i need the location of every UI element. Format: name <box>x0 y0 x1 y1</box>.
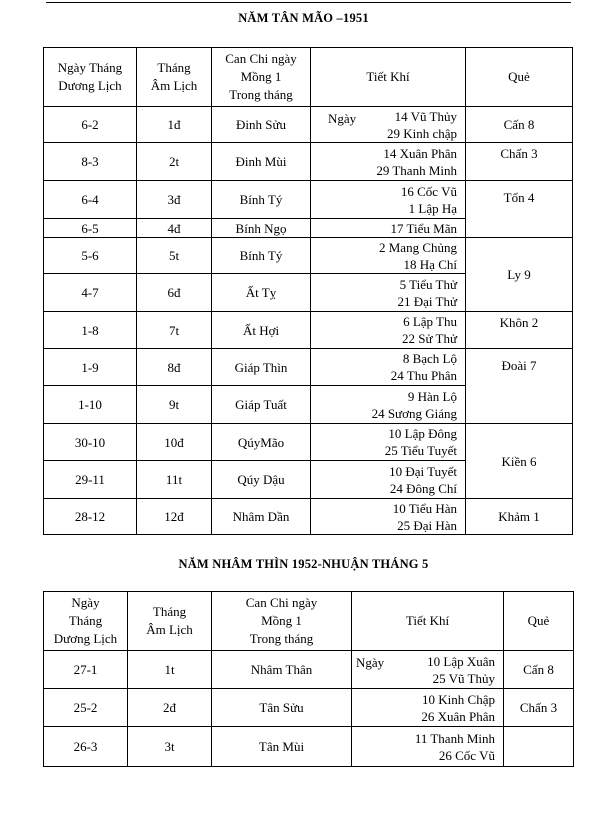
table1-header-row <box>44 48 573 107</box>
duong-lich-cell: 6-5 <box>44 219 137 238</box>
am-lich-cell: 9t <box>137 386 212 424</box>
header-duong-lich: Ngày Tháng Dương Lịch <box>44 592 128 651</box>
tiet-khi-cell: 6 Lập Thu 22 Sử Thử <box>311 312 466 349</box>
am-lich-cell: 6đ <box>137 274 212 312</box>
table-row <box>44 651 574 689</box>
duong-lich-cell: 25-2 <box>44 689 128 727</box>
tiet-khi-cell: 2 Mang Chủng 18 Hạ Chí <box>311 238 466 274</box>
am-lich-cell: 7t <box>137 312 212 349</box>
am-lich-cell: 10đ <box>137 424 212 461</box>
tiet-khi-cell: 16 Cốc Vũ 1 Lập Hạ <box>311 181 466 219</box>
ngay-label: Ngày <box>328 111 357 126</box>
table1 <box>43 47 573 535</box>
am-lich-cell: 5t <box>137 238 212 274</box>
table-row <box>44 689 574 727</box>
header-am-lich: Tháng Âm Lịch <box>128 592 212 651</box>
am-lich-cell: 8đ <box>137 349 212 386</box>
que-cell: Khôn 2 <box>466 312 573 349</box>
tiet-khi-cell: 17 Tiểu Mãn <box>311 219 466 238</box>
table-row <box>44 107 573 143</box>
can-chi-cell: Nhâm Dần <box>212 499 311 535</box>
can-chi-cell: Tân Mùi <box>212 727 352 767</box>
table-row <box>44 349 573 386</box>
can-chi-cell: QúyMão <box>212 424 311 461</box>
duong-lich-cell: 28-12 <box>44 499 137 535</box>
tiet-khi-cell: Ngày 10 Lập Xuân 25 Vũ Thủy <box>352 651 504 689</box>
can-chi-cell: Đinh Mùi <box>212 143 311 181</box>
am-lich-cell: 4đ <box>137 219 212 238</box>
am-lich-cell: 1t <box>128 651 212 689</box>
can-chi-cell: Tân Sửu <box>212 689 352 727</box>
can-chi-cell: Bính Tý <box>212 181 311 219</box>
tiet-khi-cell: 10 Tiểu Hàn 25 Đại Hàn <box>311 499 466 535</box>
header-am-lich: Tháng Âm Lịch <box>137 48 212 107</box>
tiet-khi-cell: 9 Hàn Lộ 24 Sương Giáng <box>311 386 466 424</box>
header-que: Quẻ <box>504 592 574 651</box>
table-row <box>44 238 573 274</box>
que-cell: Tốn 4 <box>466 181 573 238</box>
tiet-khi-cell: Ngày 14 Vũ Thủy 29 Kinh chập <box>311 107 466 143</box>
can-chi-cell: Giáp Tuất <box>212 386 311 424</box>
tiet-khi-cell: 5 Tiểu Thử 21 Đại Thử <box>311 274 466 312</box>
header-can-chi: Can Chi ngày Mồng 1 Trong tháng <box>212 48 311 107</box>
table-row <box>44 424 573 461</box>
header-que: Quẻ <box>466 48 573 107</box>
table2-header-row <box>44 592 574 651</box>
tiet-khi-cell: 10 Lập Đông 25 Tiểu Tuyết <box>311 424 466 461</box>
table-row <box>44 499 573 535</box>
header-tiet-khi: Tiết Khí <box>352 592 504 651</box>
duong-lich-cell: 1-10 <box>44 386 137 424</box>
que-cell: Khảm 1 <box>466 499 573 535</box>
duong-lich-cell: 8-3 <box>44 143 137 181</box>
table-row <box>44 181 573 219</box>
am-lich-cell: 3đ <box>137 181 212 219</box>
que-cell: Chấn 3 <box>504 689 574 727</box>
duong-lich-cell: 26-3 <box>44 727 128 767</box>
am-lich-cell: 12đ <box>137 499 212 535</box>
can-chi-cell: Bính Ngọ <box>212 219 311 238</box>
can-chi-cell: Ất Tỵ <box>212 274 311 312</box>
can-chi-cell: Đinh Sửu <box>212 107 311 143</box>
table-row <box>44 312 573 349</box>
header-duong-lich: Ngày Tháng Dương Lịch <box>44 48 137 107</box>
am-lich-cell: 11t <box>137 461 212 499</box>
duong-lich-cell: 4-7 <box>44 274 137 312</box>
duong-lich-cell: 6-4 <box>44 181 137 219</box>
duong-lich-cell: 27-1 <box>44 651 128 689</box>
top-rule <box>46 2 571 3</box>
am-lich-cell: 2đ <box>128 689 212 727</box>
tiet-khi-cell: 11 Thanh Minh 26 Cốc Vũ <box>352 727 504 767</box>
am-lich-cell: 3t <box>128 727 212 767</box>
que-cell: Ly 9 <box>466 238 573 312</box>
que-cell: Cấn 8 <box>504 651 574 689</box>
am-lich-cell: 2t <box>137 143 212 181</box>
table-row <box>44 143 573 181</box>
table2 <box>43 591 574 767</box>
header-can-chi: Can Chi ngày Mồng 1 Trong tháng <box>212 592 352 651</box>
can-chi-cell: Bính Tý <box>212 238 311 274</box>
ngay-label: Ngày <box>356 655 385 670</box>
que-cell: Kiền 6 <box>466 424 573 499</box>
duong-lich-cell: 29-11 <box>44 461 137 499</box>
table1-title: NĂM TÂN MÃO –1951 <box>238 11 369 25</box>
can-chi-cell: Giáp Thìn <box>212 349 311 386</box>
can-chi-cell: Ất Hợi <box>212 312 311 349</box>
header-tiet-khi: Tiết Khí <box>311 48 466 107</box>
am-lich-cell: 1đ <box>137 107 212 143</box>
tiet-khi-cell: 14 Xuân Phân 29 Thanh Minh <box>311 143 466 181</box>
can-chi-cell: Nhâm Thân <box>212 651 352 689</box>
table-row <box>44 727 574 767</box>
duong-lich-cell: 6-2 <box>44 107 137 143</box>
tiet-khi-cell: 10 Đại Tuyết 24 Đông Chí <box>311 461 466 499</box>
tiet-khi-cell: 8 Bạch Lộ 24 Thu Phân <box>311 349 466 386</box>
duong-lich-cell: 30-10 <box>44 424 137 461</box>
duong-lich-cell: 1-9 <box>44 349 137 386</box>
duong-lich-cell: 1-8 <box>44 312 137 349</box>
table2-title: NĂM NHÂM THÌN 1952-NHUẬN THÁNG 5 <box>178 557 429 571</box>
can-chi-cell: Qúy Dậu <box>212 461 311 499</box>
que-cell: Đoài 7 <box>466 349 573 424</box>
tiet-khi-cell: 10 Kinh Chập 26 Xuân Phân <box>352 689 504 727</box>
que-cell: Cấn 8 <box>466 107 573 143</box>
que-cell <box>504 727 574 767</box>
que-cell: Chấn 3 <box>466 143 573 181</box>
duong-lich-cell: 5-6 <box>44 238 137 274</box>
